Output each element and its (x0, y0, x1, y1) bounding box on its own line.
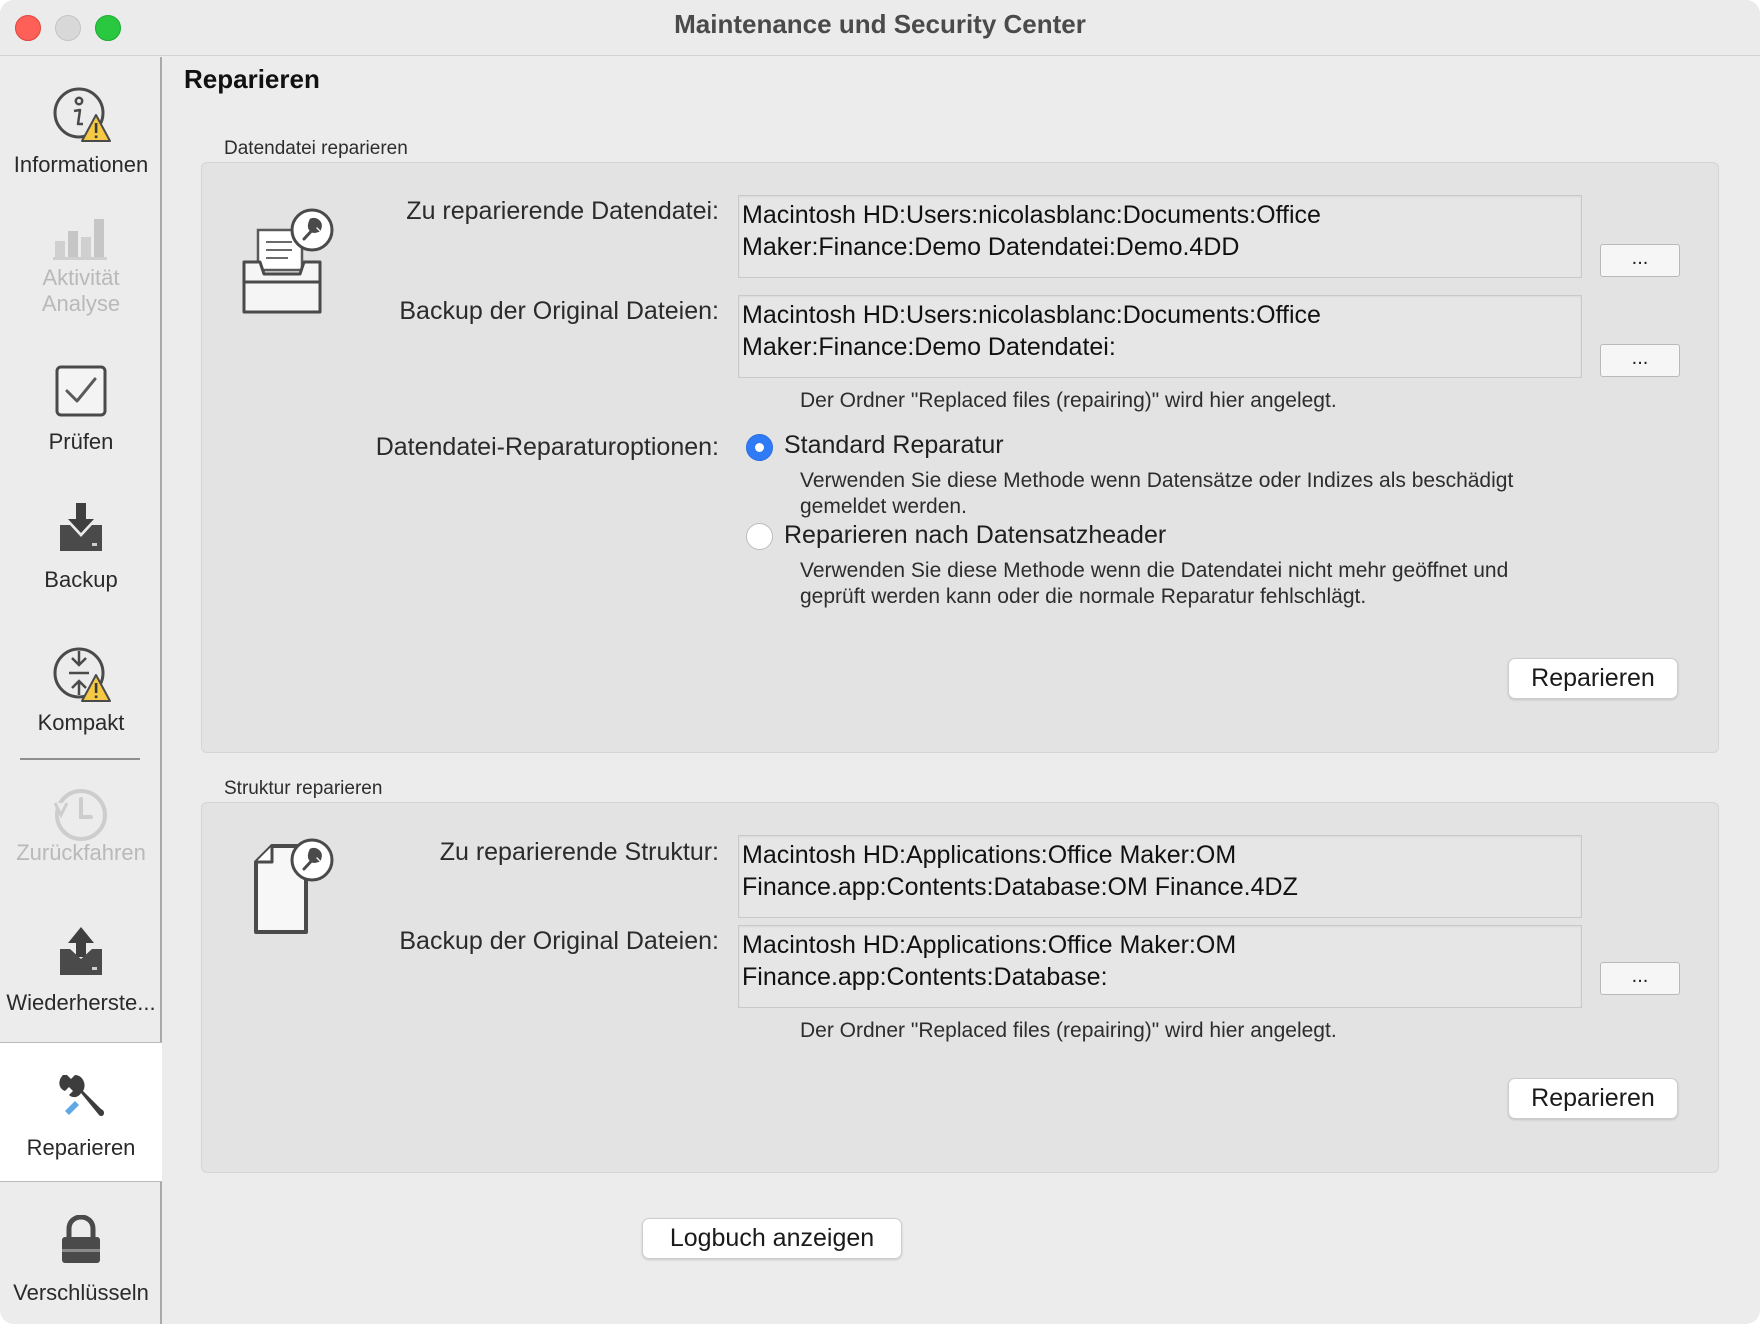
checkbox-icon (53, 363, 109, 424)
sidebar-item-label: Kompakt (37, 710, 125, 735)
sidebar (0, 57, 162, 1324)
sidebar-item-kompakt[interactable] (0, 637, 162, 747)
lock-icon (59, 1215, 103, 1270)
sidebar-item-label-line: Aktivität (42, 265, 120, 290)
header-repair-description-line1: Verwenden Sie diese Methode wenn die Datendatei nicht mehr geöffnet und (800, 559, 1509, 582)
sidebar-item-reparieren[interactable] (0, 1042, 162, 1182)
standard-repair-radio[interactable] (746, 434, 773, 461)
header-repair-description-line2: geprüft werden kann oder die normale Reparatur fehlschlägt. (800, 585, 1367, 608)
info-warning-icon (49, 83, 113, 152)
datafile-path-field[interactable]: Macintosh HD:Users:nicolasblanc:Documents:Office Maker:Finance:Demo Datendatei:Demo.4DD (738, 195, 1582, 278)
sidebar-item-backup[interactable] (0, 497, 162, 607)
repair-options-label: Datendatei-Reparaturoptionen: (375, 433, 719, 461)
sidebar-item-label-line: Analyse (41, 291, 121, 316)
datafile-backup-hint: Der Ordner "Replaced files (repairing)" wird hier angelegt. (800, 389, 1337, 412)
structure-backup-hint: Der Ordner "Replaced files (repairing)" wird hier angelegt. (800, 1019, 1337, 1042)
upload-tray-icon (56, 925, 106, 984)
bar-chart-icon (53, 211, 109, 266)
page-title: Reparieren (184, 64, 320, 94)
sidebar-item-zurueckfahren[interactable] (0, 779, 162, 889)
window-title: Maintenance und Security Center (674, 9, 1086, 39)
sidebar-item-label: Reparieren (26, 1135, 136, 1160)
repair-datafile-icon (240, 206, 340, 323)
structure-backup-label: Backup der Original Dateien: (399, 927, 719, 955)
structure-path-field[interactable]: Macintosh HD:Applications:Office Maker:OM Finance.app:Contents:Database:OM Finance.4DZ (738, 835, 1582, 918)
standard-repair-description-line1: Verwenden Sie diese Methode wenn Datensätze oder Indizes als beschädigt (800, 469, 1514, 492)
download-tray-icon (56, 503, 106, 560)
datafile-path-label: Zu reparierende Datendatei: (406, 197, 719, 225)
wrench-icon (55, 1069, 107, 1126)
header-repair-label[interactable]: Reparieren nach Datensatzheader (784, 521, 1167, 549)
structure-path-label: Zu reparierende Struktur: (439, 838, 719, 866)
show-log-button[interactable]: Logbuch anzeigen (642, 1218, 902, 1259)
datafile-backup-path-field[interactable]: Macintosh HD:Users:nicolasblanc:Documents:Office Maker:Finance:Demo Datendatei: (738, 295, 1582, 378)
browse-structure-backup-button[interactable]: ... (1600, 962, 1680, 995)
sidebar-separator (20, 758, 140, 760)
structure-group-title: Struktur reparieren (224, 778, 383, 799)
sidebar-item-label (0, 265, 162, 317)
sidebar-item-label: Zurückfahren (16, 840, 146, 865)
repair-structure-button[interactable]: Reparieren (1508, 1078, 1678, 1119)
standard-repair-label[interactable]: Standard Reparatur (784, 431, 1004, 459)
browse-datafile-backup-button[interactable]: ... (1600, 344, 1680, 377)
browse-datafile-button[interactable]: ... (1600, 244, 1680, 277)
repair-structure-icon (246, 832, 340, 941)
datafile-group-title: Datendatei reparieren (224, 138, 408, 159)
sidebar-item-verschluesseln[interactable] (0, 1207, 162, 1317)
sidebar-item-wiederherstellen[interactable] (0, 917, 162, 1027)
repair-datafile-button[interactable]: Reparieren (1508, 658, 1678, 699)
sidebar-item-label: Prüfen (48, 429, 114, 454)
title-bar (0, 0, 1760, 56)
sidebar-item-label: Informationen (13, 152, 149, 177)
datafile-backup-label: Backup der Original Dateien: (399, 297, 719, 325)
structure-backup-path-field[interactable]: Macintosh HD:Applications:Office Maker:OM Finance.app:Contents:Database: (738, 925, 1582, 1008)
sidebar-item-label: Verschlüsseln (13, 1280, 149, 1305)
sidebar-item-aktivitaet-analyse[interactable] (0, 207, 162, 337)
header-repair-radio[interactable] (746, 523, 773, 550)
sidebar-item-pruefen[interactable] (0, 357, 162, 467)
standard-repair-description-line2: gemeldet werden. (800, 495, 967, 518)
sidebar-item-label: Wiederherste... (6, 990, 156, 1015)
compact-warning-icon (49, 643, 113, 712)
sidebar-item-label: Backup (44, 567, 118, 592)
sidebar-item-informationen[interactable] (0, 77, 162, 187)
